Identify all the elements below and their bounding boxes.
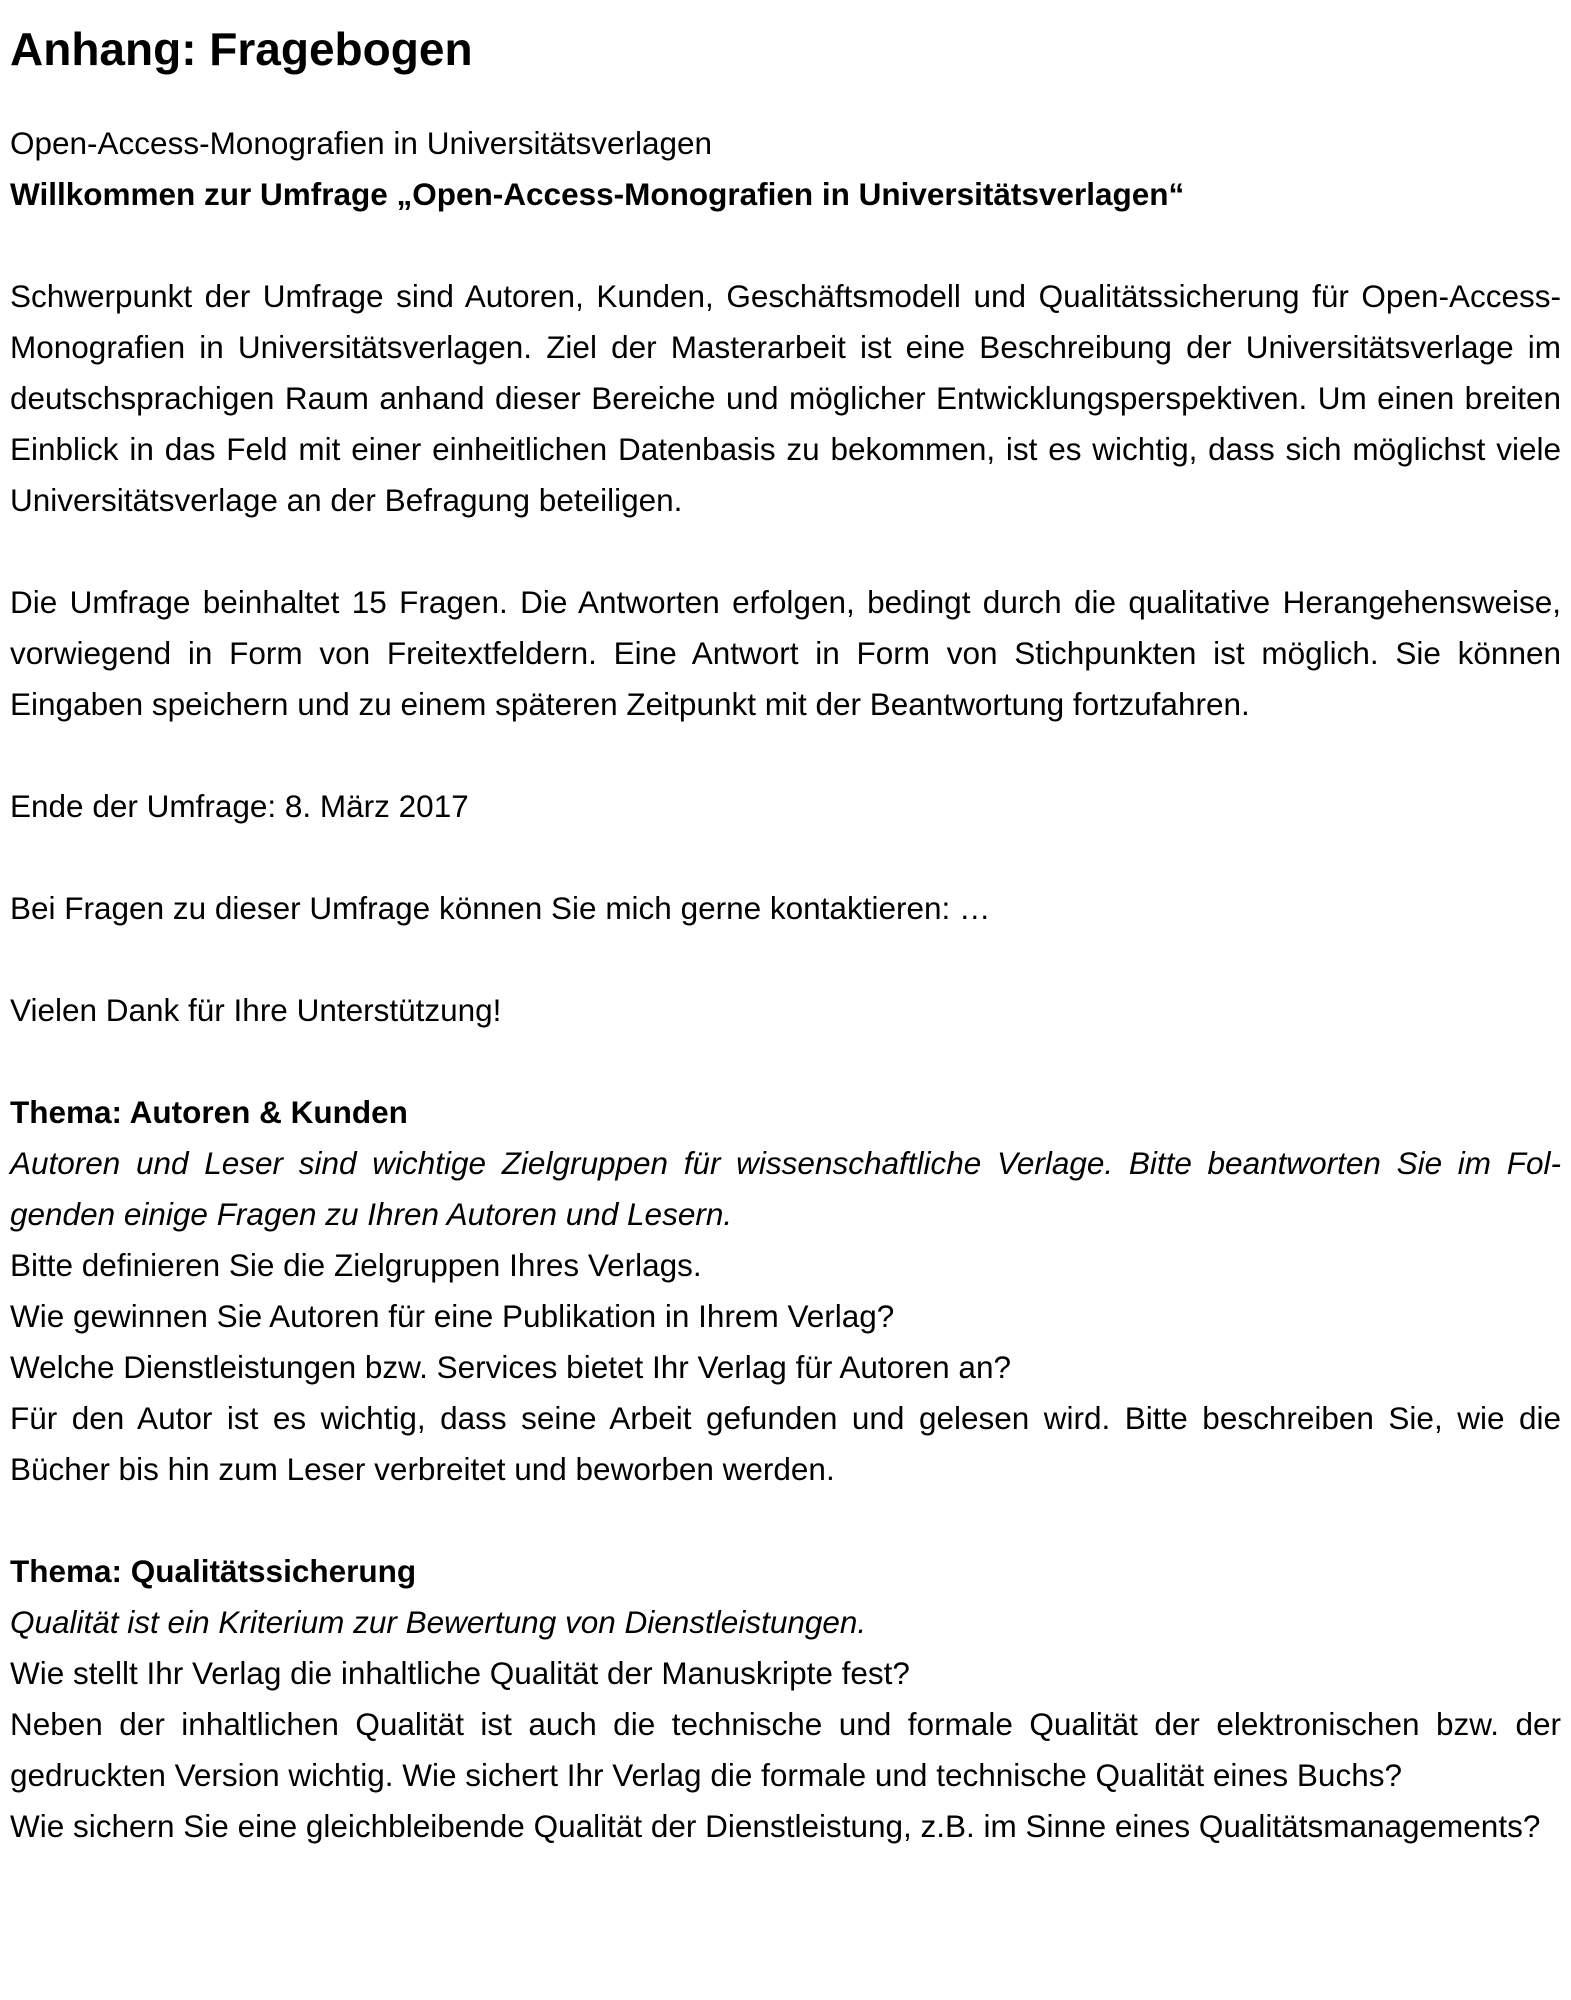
info-paragraph: Die Umfrage beinhaltet 15 Fragen. Die Antworten erfolgen, bedingt durch die qualitative Herangehensweise, vorwiegend in Form von Freitextfeldern. Eine Antwort in Form von Stichpunkten ist möglich. Sie können Eingaben speichern und zu einem späteren Zeitpunkt mit der Beantwortung fortzufahren. (10, 584, 1561, 722)
section-title-qualitaetssicherung: Thema: Qualitätssicherung (10, 1553, 417, 1589)
question-item: Wie sichern Sie eine gleichbleibende Qualität der Dienstleistung, z.B. im Sinne eines Qualitätsmanagements? (10, 1808, 1541, 1844)
question-item: Neben der inhaltlichen Qualität ist auch die technische und formale Qualität der elektronischen bzw. der gedruckten Version wichtig. Wie sichert Ihr Verlag die formale und technische Qualität eines Buchs? (10, 1706, 1561, 1793)
survey-name: Open-Access-Monografien in Universitätsverlagen (10, 125, 713, 161)
question-item: Wie stellt Ihr Verlag die inhaltliche Qualität der Manuskripte fest? (10, 1655, 910, 1691)
intro-paragraph: Schwerpunkt der Umfrage sind Autoren, Kunden, Geschäftsmodell und Qualitätssicherung für Open-Access-Monografien in Universitätsverlagen. Ziel der Masterarbeit ist eine Beschreibung der Universitätsverlage im deutschsprachigen Raum anhand dieser Bereiche und möglicher Entwicklungsperspektiven. Um einen breiten Einblick in das Feld mit einer einheitlichen Datenbasis zu bekommen, ist es wichtig, dass sich möglichst viele Universitätsverlage an der Befragung beteiligen. (10, 278, 1561, 518)
section-title-autoren-kunden: Thema: Autoren & Kunden (10, 1094, 408, 1130)
question-item: Wie gewinnen Sie Autoren für eine Publikation in Ihrem Verlag? (10, 1298, 895, 1334)
end-date: Ende der Umfrage: 8. März 2017 (10, 788, 469, 824)
thanks-text: Vielen Dank für Ihre Unterstützung! (10, 992, 502, 1028)
question-item: Für den Autor ist es wichtig, dass seine Arbeit gefunden und gelesen wird. Bitte beschreiben Sie, wie die Bücher bis hin zum Leser verbreitet und beworben werden. (10, 1400, 1561, 1487)
section-description-autoren-kunden: Autoren und Leser sind wichtige Zielgruppen für wissenschaftliche Verlage. Bitte beantworten Sie im Folgenden einige Fragen zu Ihren Autoren und Lesern. (10, 1145, 1561, 1232)
question-item: Bitte definieren Sie die Zielgruppen Ihres Verlags. (10, 1247, 702, 1283)
contact-text: Bei Fragen zu dieser Umfrage können Sie mich gerne kontaktieren: … (10, 890, 991, 926)
section-description-qualitaetssicherung: Qualität ist ein Kriterium zur Bewertung von Dienstleistungen. (10, 1604, 867, 1640)
document-content (10, 18, 1561, 1852)
question-item: Welche Dienstleistungen bzw. Services bietet Ihr Verlag für Autoren an? (10, 1349, 1011, 1385)
page-title: Anhang: Fragebogen (10, 23, 473, 75)
welcome-heading: Willkommen zur Umfrage „Open-Access-Monografien in Universitätsverlagen“ (10, 176, 1185, 212)
